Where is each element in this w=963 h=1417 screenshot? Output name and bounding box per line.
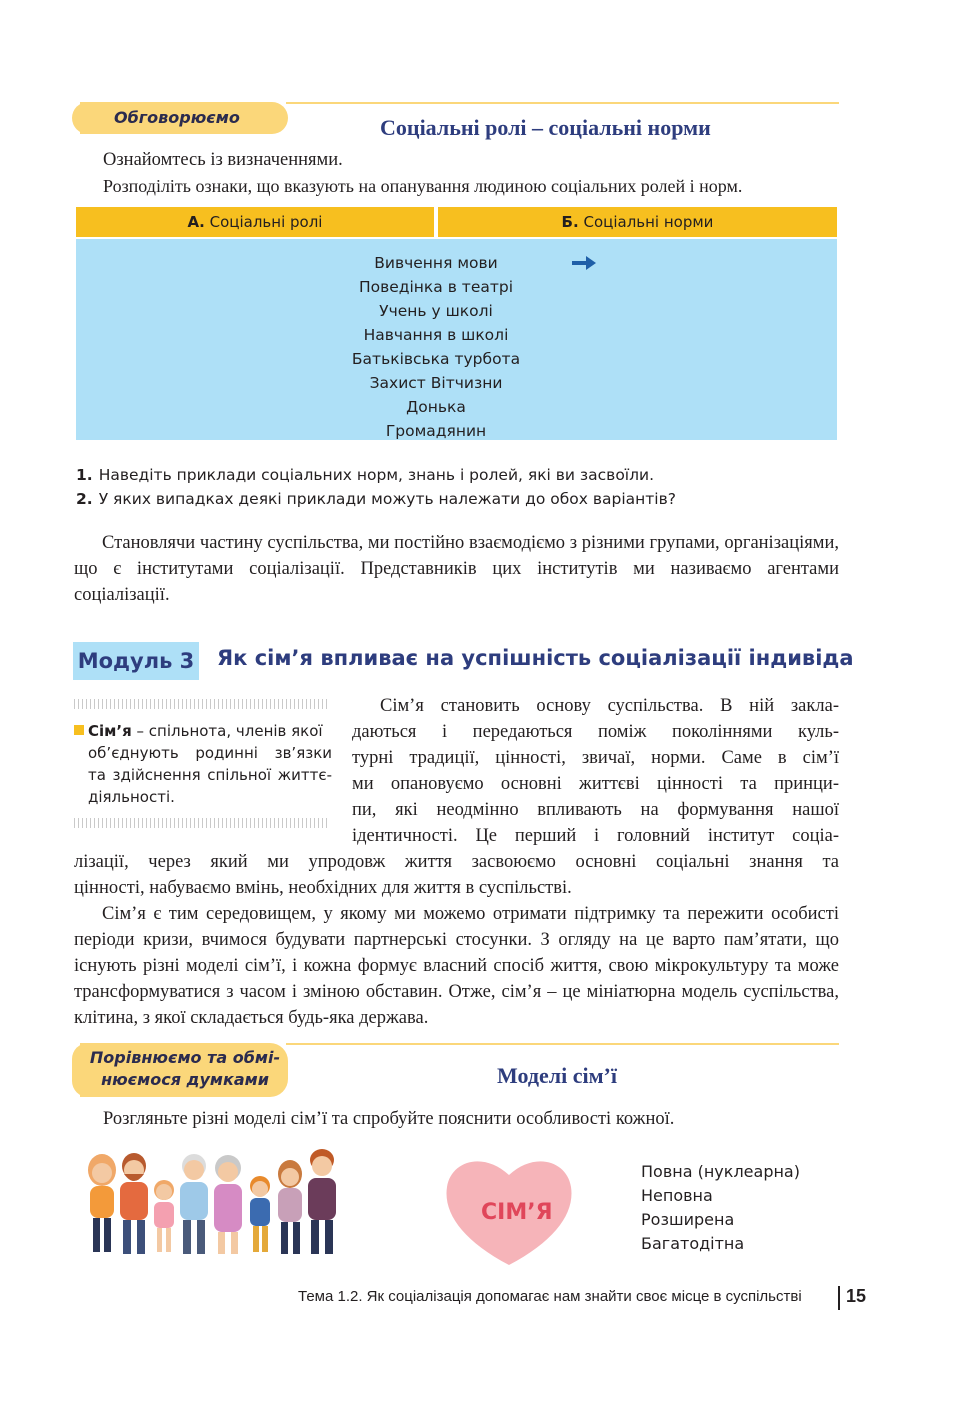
- module-badge: Модуль 3: [73, 642, 199, 680]
- family-text-line: даються і передаються поміж поколіннями куль-: [352, 722, 839, 742]
- person-icon: [88, 1154, 116, 1252]
- person-icon: [278, 1160, 302, 1254]
- footer-text: Тема 1.2. Як соціалізація допомагає нам знайти своє місце в суспільстві: [298, 1288, 802, 1305]
- family-text-block-2: [74, 849, 839, 901]
- family-text-line: пи, які неодмінно впливають на формування нашої: [352, 800, 839, 820]
- table-header-b-label: Соціальні норми: [583, 213, 714, 231]
- question-1-text: Наведіть приклади соціальних норм, знань і ролей, які ви засвоїли.: [98, 466, 655, 484]
- list-item: Батьківська турбота: [351, 350, 521, 368]
- definition-line-1: – спільнота, членів якої: [136, 722, 323, 740]
- definition-top-divider: [74, 699, 330, 709]
- list-item: Поведінка в театрі: [358, 278, 514, 296]
- compare-title: Моделі сім’ї: [497, 1063, 617, 1088]
- list-item: Навчання в школі: [363, 326, 509, 344]
- list-item: Повна (нуклеарна): [641, 1162, 800, 1181]
- definition-family: [74, 720, 332, 808]
- person-icon: [250, 1176, 270, 1252]
- definition-line-4: діяльності.: [88, 788, 175, 806]
- list-item: Багатодітна: [641, 1234, 745, 1253]
- compare-tag-line-2: нюємося думками: [101, 1070, 269, 1089]
- paragraph-agents: Становлячи частину суспільства, ми постійно взаємодіємо з різними групами, організаціями, що є інститутами соціалізації. Представників цих інститутів ми називаємо агентами соціалізації.: [74, 533, 839, 605]
- module-title: Як сім’я впливає на успішність соціалізації індивіда: [217, 646, 854, 670]
- definition-term: Сім’я: [88, 722, 132, 740]
- family-paragraph-2: Сім’я є тим середовищем, у якому ми можемо отримати підтримку та пережити особисті періоди кризи, вчимося будувати партнерські стосунки. З огляду на це варто пам’ятати, що існують різні моделі сім’ї, і кожна формує власний спосіб життя, свою мікрокультуру та може трансформуватися з часом і зміною обставин. Отже, сім’я – це мініатюрна модель суспільства, клітина, з якої складається будь-яка держава.: [74, 904, 839, 1028]
- list-item: Захист Вітчизни: [369, 374, 503, 392]
- question-2-num: 2.: [76, 490, 93, 508]
- square-bullet-icon: [74, 725, 84, 735]
- discuss-intro-1: Ознайомтесь із визначеннями.: [103, 150, 343, 170]
- family-text-line: ідентичності. Це перший і головний інститут соціа-: [352, 826, 839, 846]
- family-models-list: [641, 1160, 800, 1256]
- compare-tag-line-1: Порівнюємо та обмі-: [89, 1048, 281, 1067]
- person-icon: [308, 1149, 336, 1254]
- question-1: [76, 466, 654, 484]
- list-item: Донька: [406, 398, 466, 416]
- roles-norms-table: [76, 207, 837, 440]
- definition-line-2: об’єднують родинні зв’язки: [88, 744, 332, 762]
- page-number: 15: [846, 1286, 867, 1306]
- table-body: [76, 239, 837, 440]
- family-text-line: ми опановуємо основні життєві цінності та принци-: [352, 774, 839, 794]
- discuss-intro-2: Розподіліть ознаки, що вказують на опанування людиною соціальних ролей і норм.: [103, 176, 743, 196]
- table-items: [336, 251, 536, 443]
- family-text-block: [352, 693, 839, 849]
- person-icon: [154, 1180, 174, 1252]
- discuss-rule: [286, 102, 839, 104]
- definition-line-3: та здійснення спільної життє-: [88, 766, 332, 784]
- person-icon: [120, 1153, 148, 1254]
- table-header-a-letter: А.: [187, 213, 205, 231]
- person-icon: [180, 1154, 208, 1254]
- discuss-tag: [80, 102, 288, 134]
- table-header-b-letter: Б.: [561, 213, 579, 231]
- compare-intro: Розгляньте різні моделі сім’ї та спробуйте пояснити особливості кожної.: [103, 1109, 675, 1129]
- arrow-right-icon: [572, 253, 596, 276]
- question-2: [76, 490, 676, 508]
- compare-rule: [286, 1043, 839, 1045]
- list-item: Вивчення мови: [374, 254, 498, 272]
- question-2-text: У яких випадках деякі приклади можуть належати до обох варіантів?: [98, 490, 676, 508]
- family-text-line: Сім’я становить основу суспільства. В ній закла-: [380, 696, 839, 716]
- family-text-line: лізації, через який ми упродовж життя засвоюємо основні соціальні знання та: [74, 852, 839, 872]
- table-header-a: [76, 207, 434, 237]
- family-text-line: турні традиції, цінності, звичаї, норми. Саме в сім’ї: [352, 748, 839, 768]
- discuss-tag-label: Обговорюємо: [114, 108, 240, 127]
- family-illustration: [82, 1146, 344, 1258]
- list-item: Учень у школі: [379, 302, 493, 320]
- discuss-title: Соціальні ролі – соціальні норми: [380, 115, 711, 140]
- table-header-b: [438, 207, 837, 237]
- compare-tag: [80, 1043, 288, 1097]
- list-item: Громадянин: [385, 422, 487, 440]
- question-1-num: 1.: [76, 466, 93, 484]
- person-icon: [214, 1155, 242, 1254]
- heart-label: СІМ’Я: [481, 1200, 553, 1225]
- table-header-a-label: Соціальні ролі: [209, 213, 323, 231]
- list-item: Розширена: [641, 1210, 735, 1229]
- footer-divider: [838, 1286, 840, 1310]
- family-text-line: цінності, набуваємо вмінь, необхідних для життя в суспільстві.: [74, 878, 572, 898]
- definition-bottom-divider: [74, 818, 330, 828]
- list-item: Неповна: [641, 1186, 713, 1205]
